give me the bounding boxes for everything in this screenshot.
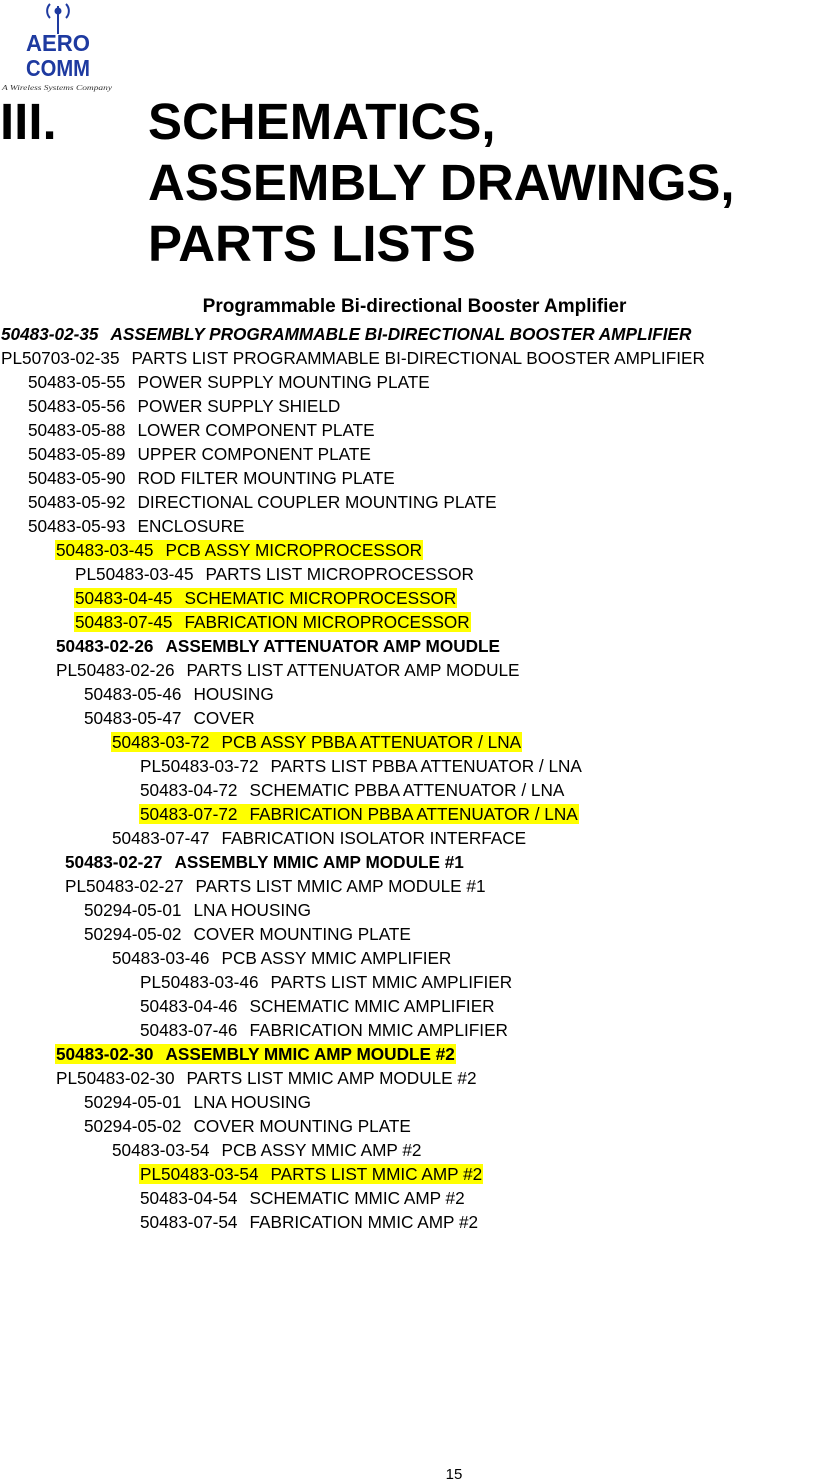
- parts-entry: [0, 1162, 829, 1186]
- parts-entry-text: [55, 636, 501, 656]
- parts-entry-text: [83, 708, 256, 728]
- part-description: PARTS LIST PBBA ATTENUATOR / LNA: [270, 756, 582, 776]
- part-description: SCHEMATIC MICROPROCESSOR: [184, 588, 457, 608]
- part-description: PARTS LIST MMIC AMP MODULE #2: [186, 1068, 477, 1088]
- part-number: PL50483-02-27: [65, 876, 184, 896]
- part-number: 50294-05-02: [84, 924, 182, 944]
- part-number: 50483-05-55: [28, 372, 126, 392]
- parts-entry-text: [55, 1044, 456, 1064]
- part-description: HOUSING: [193, 684, 274, 704]
- part-number: PL50483-02-26: [56, 660, 175, 680]
- parts-entry-text: [83, 684, 275, 704]
- parts-entry-text: [55, 660, 521, 680]
- parts-entry-text: [74, 612, 471, 632]
- parts-entry-text: [27, 516, 245, 536]
- parts-entry: [0, 682, 829, 706]
- parts-tree: [0, 322, 829, 1234]
- part-number: 50483-05-93: [28, 516, 126, 536]
- parts-entry: [0, 490, 829, 514]
- part-number: 50483-03-46: [112, 948, 210, 968]
- parts-entry-text: [74, 564, 475, 584]
- parts-entry-text: [83, 924, 412, 944]
- parts-entry: [0, 1138, 829, 1162]
- parts-entry: [0, 394, 829, 418]
- part-number: 50483-03-72: [112, 732, 210, 752]
- part-number: 50483-02-26: [56, 636, 154, 656]
- part-number: 50483-04-54: [140, 1188, 238, 1208]
- parts-entry: [0, 442, 829, 466]
- part-number: 50483-04-45: [75, 588, 173, 608]
- parts-entry: [0, 898, 829, 922]
- part-description: POWER SUPPLY MOUNTING PLATE: [137, 372, 430, 392]
- parts-entry: [0, 1090, 829, 1114]
- part-number: PL50703-02-35: [1, 348, 120, 368]
- parts-entry-text: [0, 324, 692, 344]
- part-number: 50483-04-72: [140, 780, 238, 800]
- parts-entry-text: [74, 588, 457, 608]
- part-description: PARTS LIST MICROPROCESSOR: [205, 564, 474, 584]
- part-number: PL50483-03-72: [140, 756, 259, 776]
- parts-entry: [0, 1114, 829, 1138]
- parts-entry-text: [111, 828, 527, 848]
- part-number: 50294-05-02: [84, 1116, 182, 1136]
- part-number: 50483-05-56: [28, 396, 126, 416]
- part-description: ASSEMBLY MMIC AMP MOUDLE #2: [165, 1044, 455, 1064]
- document-subtitle: Programmable Bi-directional Booster Amplifier: [202, 296, 627, 317]
- part-number: 50483-07-45: [75, 612, 173, 632]
- part-description: FABRICATION MMIC AMPLIFIER: [249, 1020, 508, 1040]
- part-description: FABRICATION ISOLATOR INTERFACE: [221, 828, 527, 848]
- parts-entry-text: [111, 732, 522, 752]
- parts-entry: [0, 922, 829, 946]
- part-description: FABRICATION PBBA ATTENUATOR / LNA: [249, 804, 578, 824]
- part-number: 50294-05-01: [84, 900, 182, 920]
- parts-entry-text: [55, 540, 423, 560]
- part-description: ASSEMBLY MMIC AMP MODULE #1: [174, 852, 464, 872]
- part-number: 50483-03-54: [112, 1140, 210, 1160]
- part-description: PCB ASSY MICROPROCESSOR: [165, 540, 423, 560]
- part-description: LNA HOUSING: [193, 900, 311, 920]
- part-description: PCB ASSY MMIC AMPLIFIER: [221, 948, 452, 968]
- parts-entry: [0, 562, 829, 586]
- parts-entry-text: [111, 1140, 422, 1160]
- parts-entry: [0, 1018, 829, 1042]
- parts-entry-text: [111, 948, 452, 968]
- logo-brand-bottom: COMM: [26, 55, 90, 81]
- part-number: 50483-05-89: [28, 444, 126, 464]
- part-description: FABRICATION MICROPROCESSOR: [184, 612, 470, 632]
- logo-brand-top: AERO: [26, 30, 90, 56]
- parts-entry: [0, 802, 829, 826]
- parts-entry: [0, 538, 829, 562]
- part-description: ASSEMBLY PROGRAMMABLE BI-DIRECTIONAL BOOSTER AMPLIFIER: [110, 324, 692, 344]
- part-description: COVER MOUNTING PLATE: [193, 924, 411, 944]
- parts-entry-text: [83, 900, 312, 920]
- section-title-line-2: ASSEMBLY DRAWINGS,: [148, 154, 735, 211]
- part-number: 50483-03-45: [56, 540, 154, 560]
- part-number: 50483-07-54: [140, 1212, 238, 1232]
- section-title-line-1: SCHEMATICS,: [148, 93, 496, 150]
- parts-entry: [0, 610, 829, 634]
- parts-entry-text: [0, 348, 706, 368]
- part-number: PL50483-03-45: [75, 564, 194, 584]
- part-description: ROD FILTER MOUNTING PLATE: [137, 468, 395, 488]
- parts-entry: [0, 370, 829, 394]
- part-number: 50483-07-46: [140, 1020, 238, 1040]
- part-number: 50483-02-27: [65, 852, 163, 872]
- logo-tagline: A Wireless Systems Company: [0, 83, 113, 92]
- parts-entry-text: [139, 804, 579, 824]
- part-number: 50483-05-46: [84, 684, 182, 704]
- part-number: 50483-04-46: [140, 996, 238, 1016]
- part-description: PARTS LIST ATTENUATOR AMP MODULE: [186, 660, 520, 680]
- part-description: PCB ASSY MMIC AMP #2: [221, 1140, 422, 1160]
- parts-entry: [0, 1210, 829, 1234]
- page-number: 15: [445, 1466, 463, 1483]
- parts-entry-text: [139, 1188, 466, 1208]
- parts-entry-text: [139, 1020, 509, 1040]
- parts-entry: [0, 586, 829, 610]
- parts-entry: [0, 850, 829, 874]
- section-number: III.: [0, 93, 57, 150]
- parts-entry-text: [64, 852, 465, 872]
- part-number: 50483-02-35: [1, 324, 99, 344]
- section-title-line-3: PARTS LISTS: [148, 215, 476, 272]
- part-description: PARTS LIST PROGRAMMABLE BI-DIRECTIONAL BOOSTER AMPLIFIER: [131, 348, 705, 368]
- parts-entry: [0, 1066, 829, 1090]
- parts-entry: [0, 346, 829, 370]
- parts-entry-text: [139, 1164, 483, 1184]
- parts-entry: [0, 466, 829, 490]
- parts-entry: [0, 418, 829, 442]
- part-description: UPPER COMPONENT PLATE: [137, 444, 371, 464]
- part-description: PCB ASSY PBBA ATTENUATOR / LNA: [221, 732, 522, 752]
- parts-entry-text: [27, 372, 431, 392]
- part-number: 50483-05-88: [28, 420, 126, 440]
- part-description: SCHEMATIC MMIC AMPLIFIER: [249, 996, 495, 1016]
- parts-entry-text: [27, 468, 396, 488]
- part-number: PL50483-02-30: [56, 1068, 175, 1088]
- parts-entry: [0, 322, 829, 346]
- parts-entry-text: [55, 1068, 478, 1088]
- part-number: 50483-07-47: [112, 828, 210, 848]
- parts-entry-text: [139, 780, 565, 800]
- part-description: SCHEMATIC MMIC AMP #2: [249, 1188, 465, 1208]
- parts-entry-text: [139, 972, 513, 992]
- parts-entry: [0, 874, 829, 898]
- parts-entry: [0, 514, 829, 538]
- parts-entry-text: [139, 1212, 479, 1232]
- parts-entry-text: [27, 492, 498, 512]
- part-description: FABRICATION MMIC AMP #2: [249, 1212, 479, 1232]
- parts-entry-text: [27, 396, 341, 416]
- parts-entry: [0, 706, 829, 730]
- part-number: 50483-07-72: [140, 804, 238, 824]
- parts-entry: [0, 826, 829, 850]
- part-number: 50483-05-90: [28, 468, 126, 488]
- part-description: PARTS LIST MMIC AMPLIFIER: [270, 972, 513, 992]
- parts-entry-text: [83, 1092, 312, 1112]
- parts-entry: [0, 658, 829, 682]
- part-description: COVER: [193, 708, 255, 728]
- part-description: POWER SUPPLY SHIELD: [137, 396, 341, 416]
- parts-entry-text: [83, 1116, 412, 1136]
- parts-entry-text: [27, 444, 372, 464]
- parts-entry: [0, 946, 829, 970]
- part-description: PARTS LIST MMIC AMP MODULE #1: [195, 876, 486, 896]
- part-description: ENCLOSURE: [137, 516, 245, 536]
- part-description: LOWER COMPONENT PLATE: [137, 420, 375, 440]
- aerocomm-logo: [0, 0, 116, 96]
- parts-entry-text: [64, 876, 487, 896]
- parts-entry-text: [27, 420, 376, 440]
- part-number: PL50483-03-54: [140, 1164, 259, 1184]
- parts-entry: [0, 754, 829, 778]
- part-description: DIRECTIONAL COUPLER MOUNTING PLATE: [137, 492, 497, 512]
- parts-entry: [0, 634, 829, 658]
- part-description: SCHEMATIC PBBA ATTENUATOR / LNA: [249, 780, 565, 800]
- part-description: LNA HOUSING: [193, 1092, 311, 1112]
- part-number: 50483-05-47: [84, 708, 182, 728]
- part-description: ASSEMBLY ATTENUATOR AMP MOUDLE: [165, 636, 501, 656]
- part-number: 50294-05-01: [84, 1092, 182, 1112]
- part-number: 50483-05-92: [28, 492, 126, 512]
- parts-entry-text: [139, 996, 496, 1016]
- part-number: 50483-02-30: [56, 1044, 154, 1064]
- part-description: COVER MOUNTING PLATE: [193, 1116, 411, 1136]
- parts-entry: [0, 730, 829, 754]
- parts-entry: [0, 970, 829, 994]
- part-number: PL50483-03-46: [140, 972, 259, 992]
- parts-entry: [0, 1186, 829, 1210]
- parts-entry-text: [139, 756, 583, 776]
- parts-entry: [0, 1042, 829, 1066]
- parts-entry: [0, 994, 829, 1018]
- part-description: PARTS LIST MMIC AMP #2: [270, 1164, 483, 1184]
- parts-entry: [0, 778, 829, 802]
